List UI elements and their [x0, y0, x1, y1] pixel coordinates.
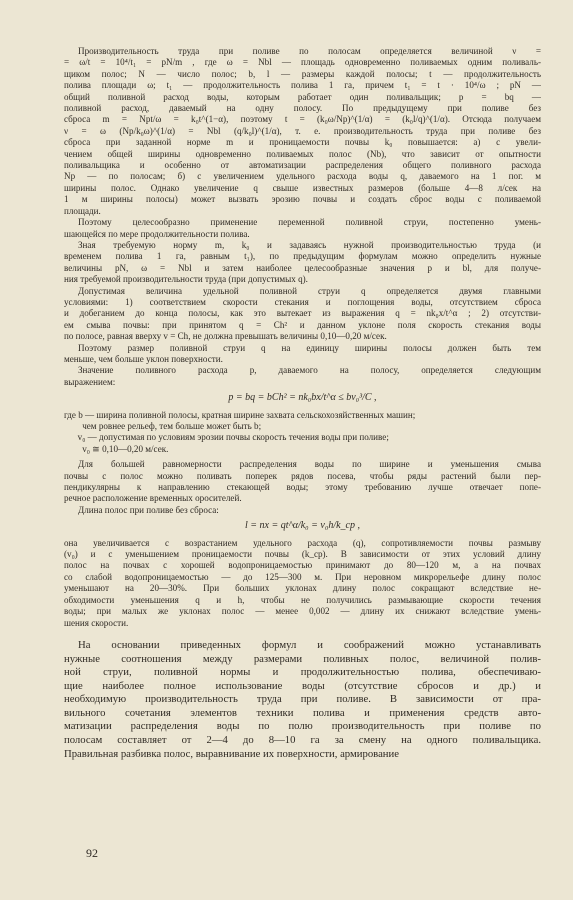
text-line: где b — ширина поливной полосы, кратная ширине захвата сельскохозяйственных машин; [64, 409, 416, 420]
text-line: поливальщика и особенно от автоматизации распределения общего поливного расхода [64, 160, 541, 171]
intro-paragraph [64, 46, 543, 217]
text-line: полос на почвах с хорошей водопроницаемостью принимают до 80—120 м, а на почвах [64, 560, 541, 571]
text-line: чением общей ширины одновременно поливаемых полос (Nb), что зависит от опытности [64, 148, 541, 159]
text-line: ν = ω (Np/k₀ω)^(1/α) = Nbl (q/k₀l)^(1/α), т. е. производительность труда при поливе без [64, 125, 541, 136]
paragraph-discharge-value [64, 365, 543, 388]
text-line: Зная требуемую норму m, k₀ и задаваясь нужной производительностью труда (и [78, 239, 541, 250]
text-line: нужные соотношения между размерами поливных полос, величиной полив- [64, 652, 541, 665]
text-line: На основании приведенных формул и соображений можно устанавливать [78, 638, 541, 651]
text-line: площади. [64, 205, 101, 216]
text-line: шающейся по мере продолжительности полива. [64, 228, 250, 239]
text-line: воды; при малых же уклонах полос — менее 0,002 — длину их снижают вследствие умень- [64, 606, 541, 617]
paragraph-length-dependence [64, 538, 543, 629]
text-line: вильного сочетания элементов техники полива и применения средств авто- [64, 706, 541, 719]
text-line: сброса m = Npt/ω = k₀t^(1−α), поэтому t = (k₀ω/Np)^(1/α) = (k₀l/q)^(1/α). Отсюда получаем [64, 114, 541, 125]
text-line: Правильная разбивка полос, выравнивание их поверхности, армирование [64, 747, 399, 760]
text-line: полива площади ω; t₁ — продолжительность полива 1 га, причем t₁ = t · 10⁴/ω ; pN — [64, 80, 541, 91]
paragraph-permissible-stream [64, 286, 543, 343]
formula-discharge: p = bq = bCh² = nk₀bx/t^α ≤ bv₀³/C , [228, 392, 377, 404]
text-line: 1 м ширины полосы) может вызвать эрозию почвы и создать сброс воды с поливаемой [64, 194, 541, 205]
text-line: v₀ — допустимая по условиям эрозии почвы скорость течения воды при поливе; [64, 432, 389, 443]
text-line: поливной расход, даваемый на одну полосу. По предыдущему при поливе без [64, 103, 541, 114]
text-line: почвы с полос можно поливать поперек рядов посева, чтобы ряды растений были пер- [64, 470, 541, 481]
paragraph-required-norm [64, 240, 543, 286]
text-line: полосам составляет от 2—4 до 8—10 га за смену на одного поливальщика. [64, 734, 541, 747]
text-line: уменьшают на 20—30%. При больших уклонах длину полос сокращают вследствие не- [64, 583, 541, 594]
text-line: v₀ ≅ 0,10—0,20 м/сек. [64, 443, 169, 454]
text-line: Np — по полосам; б) с увеличением удельного расхода воды q, даваемого на 1 пог. м [64, 171, 541, 182]
text-line: Поэтому целесообразно применение переменной поливной струи, постепенно умень- [78, 217, 541, 228]
text-line: временем полива 1 га, равным t₁), по предыдущим формулам можно определить нужные [64, 251, 541, 262]
large-print-block [64, 639, 543, 761]
text-line: Значение поливного расхода p, даваемого на полосу, определяется следующим [78, 365, 541, 376]
text-line: обходимости уменьшения q и h, чтобы не получились размывающие скорости течения [64, 594, 541, 605]
text-line: Для большей равномерности распределения воды по ширине и уменьшения смыва [78, 459, 541, 470]
paragraph-stream-size [64, 343, 543, 366]
text-line: меньше, чем больше уклон поверхности. [64, 353, 223, 364]
text-line: матизации распределения воды по полю производительность при поливе по [64, 720, 541, 733]
text-line: пендикулярны к направлению стекающей воды; этому требованию лучше отвечает попе- [64, 482, 541, 493]
text-line: общий поливной расход воды, которым работает один поливальщик; p = bq — [64, 91, 541, 102]
text-line: щие наиболее полное использование воды (отсутствие сбросов и др.) и [64, 679, 541, 692]
text-line: Допустимая величина удельной поливной струи q определяется двумя главными [78, 285, 541, 296]
text-line: со слабой водопроницаемостью — до 125—300 м. При неровном микрорельефе длину полос [64, 571, 541, 582]
text-line: ширины полос. Однако увеличение q свыше известных размеров (больше 4—8 л/сек на [64, 182, 541, 193]
text-line: (v₀) и с уменьшением проницаемости почвы (k_ср). В зависимости от этих условий длину [64, 549, 541, 560]
text-line: речное расположение временных оросителей. [64, 493, 242, 504]
conclusion-paragraph [64, 639, 543, 761]
text-line: Длина полос при поливе без сброса: [78, 504, 219, 515]
text-line: щиком полос; N — число полос; b, l — размеры каждой полосы; t — продолжительность [64, 68, 541, 79]
where-definitions [64, 410, 543, 456]
text-line: выражением: [64, 376, 116, 387]
text-line: сброса при заданной норме m и проницаемости почвы k₀ повышается: а) с увели- [64, 137, 541, 148]
formula-length: l = nx = qt^α/k₀ = v₀h/k_ср , [245, 520, 360, 532]
text-line: ной струи, поливной нормы и продолжительностью полива, обеспечиваю- [64, 666, 541, 679]
small-print-block [64, 46, 543, 629]
paragraph-strip-length [64, 505, 543, 516]
text-line: необходимую производительность труда при поливе. В зависимости от пра- [64, 693, 541, 706]
text-line: ния требуемой производительности труда (при допустимых q). [64, 274, 308, 285]
text-line: = ω/t = 10⁴/t₁ = pN/m , где ω = Nbl — площадь одновременно поливаемых одним поливаль- [64, 57, 541, 68]
paragraph-uniformity [64, 459, 543, 505]
text-line: Поэтому размер поливной струи q на единицу ширины полосы должен быть тем [78, 342, 541, 353]
text-line: шения скорости. [64, 617, 129, 628]
text-line: величины pN, ω = Nbl и затем наиболее целесообразные значения p и bl, для получе- [64, 262, 541, 273]
text-line: ем смыва почвы: при принятом q = Ch² и данном уклоне поля скорость стекания воды [64, 319, 541, 330]
paragraph-variable-stream [64, 217, 543, 240]
text-line: по полосе, равная вверху v = Ch, не должна превышать величины 0,10—0,20 м/сек. [64, 331, 387, 342]
text-line: и добеганием до конца полосы, как это вытекает из выражения q = nk₀x/t^α ; 2) отсутстви- [64, 308, 541, 319]
text-line: чем ровнее рельеф, тем больше может быть b; [64, 421, 262, 431]
text-line: Производительность труда при поливе по полосам определяется величиной ν = [78, 46, 541, 56]
text-line: условиями: 1) соответствием скорости стекания и поглощения воды, отсутствием сброса [64, 296, 541, 307]
page-number: 92 [86, 846, 98, 860]
text-line: она увеличивается с возрастанием удельного расхода (q), сопротивляемости почвы размыву [64, 537, 541, 548]
